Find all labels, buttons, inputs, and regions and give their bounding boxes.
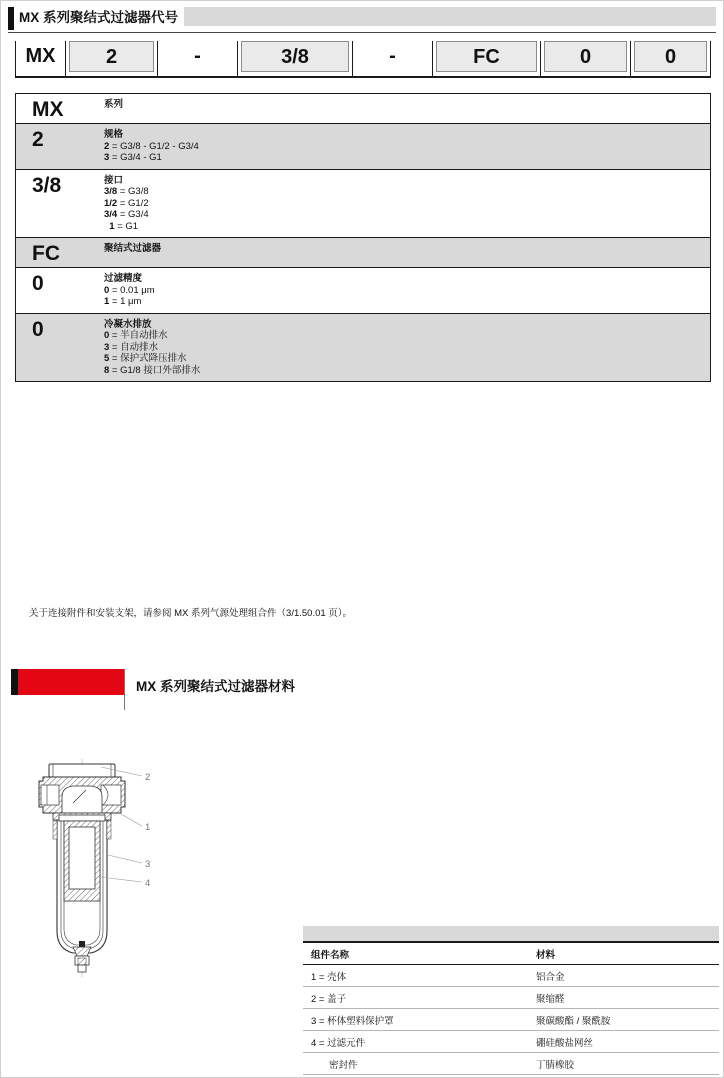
filter-cap: [49, 764, 115, 777]
order-code-segment: [541, 41, 631, 76]
code-table-row-title: 规格: [104, 129, 124, 140]
materials-table-row: [303, 1053, 719, 1075]
code-table-row: [16, 169, 710, 238]
code-table-description: [104, 170, 710, 238]
page-header: [8, 7, 716, 31]
header-black-bar: [8, 7, 14, 30]
code-table-code: MX: [32, 98, 64, 121]
component-name-cell: 2 = 盖子: [311, 994, 347, 1005]
code-table-description: [104, 238, 710, 267]
code-table-code: 2: [32, 128, 44, 151]
filter-body: [39, 777, 125, 820]
header-rule: [8, 32, 716, 33]
accessories-note: 关于连接附件和安装支架，请参阅 MX 系列气源处理组合件（3/1.50.01 页）。: [29, 608, 353, 619]
order-code-segment-label: 0: [544, 41, 627, 72]
callout-2: 2: [145, 772, 151, 783]
order-code-segment-label: MX: [25, 45, 56, 67]
order-code-segment: [353, 41, 433, 76]
code-option-line: 1 = G1: [104, 220, 139, 232]
materials-table-row: [303, 1009, 719, 1031]
code-table-row-title: 聚结式过滤器: [104, 243, 162, 254]
order-code-segment-label: 3/8: [241, 41, 349, 72]
materials-table-top-bar: [303, 926, 719, 943]
code-option-line: 3/4 = G3/4: [104, 209, 149, 220]
code-option-line: 3/8 = G3/8: [104, 186, 149, 197]
code-option-line: 8 = G1/8 接口外部排水: [104, 364, 201, 376]
code-table-code: 0: [32, 272, 44, 295]
materials-table: [303, 926, 719, 1075]
filter-cross-section-drawing: [29, 759, 179, 984]
order-code-segment-label: 0: [634, 41, 707, 72]
code-table: [15, 93, 711, 382]
materials-table-header: [303, 943, 719, 965]
code-table-description: [104, 94, 710, 123]
code-option-line: 3 = 自动排水: [104, 341, 159, 353]
code-table-row: [16, 94, 710, 123]
callout-3: 3: [145, 859, 151, 870]
page-title: MX 系列聚结式过滤器代号: [19, 10, 179, 25]
code-option-line: 3 = G3/4 - G1: [104, 152, 162, 163]
code-table-description: [104, 314, 710, 382]
code-table-row: [16, 237, 710, 267]
code-table-row-title: 接口: [104, 174, 124, 186]
material-cell: 聚碳酸酯 / 聚酰胺: [536, 1016, 611, 1027]
code-table-row-title: 过滤精度: [104, 273, 143, 284]
order-code-row: [15, 41, 711, 78]
materials-table-row: [303, 1031, 719, 1053]
code-table-description: [104, 124, 710, 169]
material-cell: 硼硅酸盐网丝: [536, 1038, 594, 1049]
code-option-line: 0 = 半自动排水: [104, 330, 168, 341]
order-code-segment: [66, 41, 158, 76]
code-table-row: [16, 123, 710, 169]
component-name-cell: 1 = 壳体: [311, 972, 347, 983]
materials-header-material: 材料: [536, 950, 556, 961]
order-code-segment: [158, 41, 238, 76]
material-cell: 铝合金: [536, 972, 565, 983]
component-name-cell: 密封件: [329, 1060, 358, 1071]
code-option-line: 5 = 保护式降压排水: [104, 353, 187, 364]
filter-element: [59, 815, 105, 901]
order-code-segment-label: 2: [69, 41, 154, 72]
materials-title: MX 系列聚结式过滤器材料: [136, 679, 296, 694]
code-table-row: [16, 267, 710, 313]
order-code-segment-label: -: [194, 45, 201, 67]
code-option-line: 2 = G3/8 - G1/2 - G3/4: [104, 140, 199, 152]
materials-black-bar: [11, 669, 18, 695]
order-code-segment: [15, 41, 66, 76]
materials-divider-line: [124, 669, 125, 710]
order-code-segment: [238, 41, 353, 76]
code-option-line: 0 = 0.01 μm: [104, 284, 155, 296]
component-name-cell: 3 = 杯体塑料保护罩: [311, 1016, 394, 1027]
materials-red-bar: [18, 669, 124, 695]
code-table-code: 3/8: [32, 173, 62, 197]
code-table-row: [16, 313, 710, 382]
materials-table-row: [303, 987, 719, 1009]
code-option-line: 1/2 = G1/2: [104, 197, 149, 209]
code-option-line: 1 = 1 μm: [104, 296, 142, 307]
order-code-segment-label: -: [389, 45, 396, 67]
code-table-row-title: 冷凝水排放: [104, 318, 152, 330]
material-cell: 丁腈橡胶: [536, 1060, 575, 1071]
callout-1: 1: [145, 822, 151, 833]
order-code-segment: [631, 41, 711, 76]
materials-table-row: [303, 965, 719, 987]
material-cell: 聚缩醛: [536, 994, 565, 1005]
code-table-code: 0: [32, 317, 44, 341]
materials-table-body: [303, 965, 719, 1075]
order-code-segment-label: FC: [436, 41, 537, 72]
code-table-row-title: 系列: [104, 99, 124, 110]
component-name-cell: 4 = 过滤元件: [311, 1038, 366, 1049]
materials-header-component: 组件名称: [311, 950, 350, 961]
code-table-code: FC: [32, 242, 60, 265]
order-code-segment: [433, 41, 541, 76]
code-table-description: [104, 268, 710, 313]
callout-4: 4: [145, 878, 151, 889]
header-gray-fill: [184, 7, 716, 26]
